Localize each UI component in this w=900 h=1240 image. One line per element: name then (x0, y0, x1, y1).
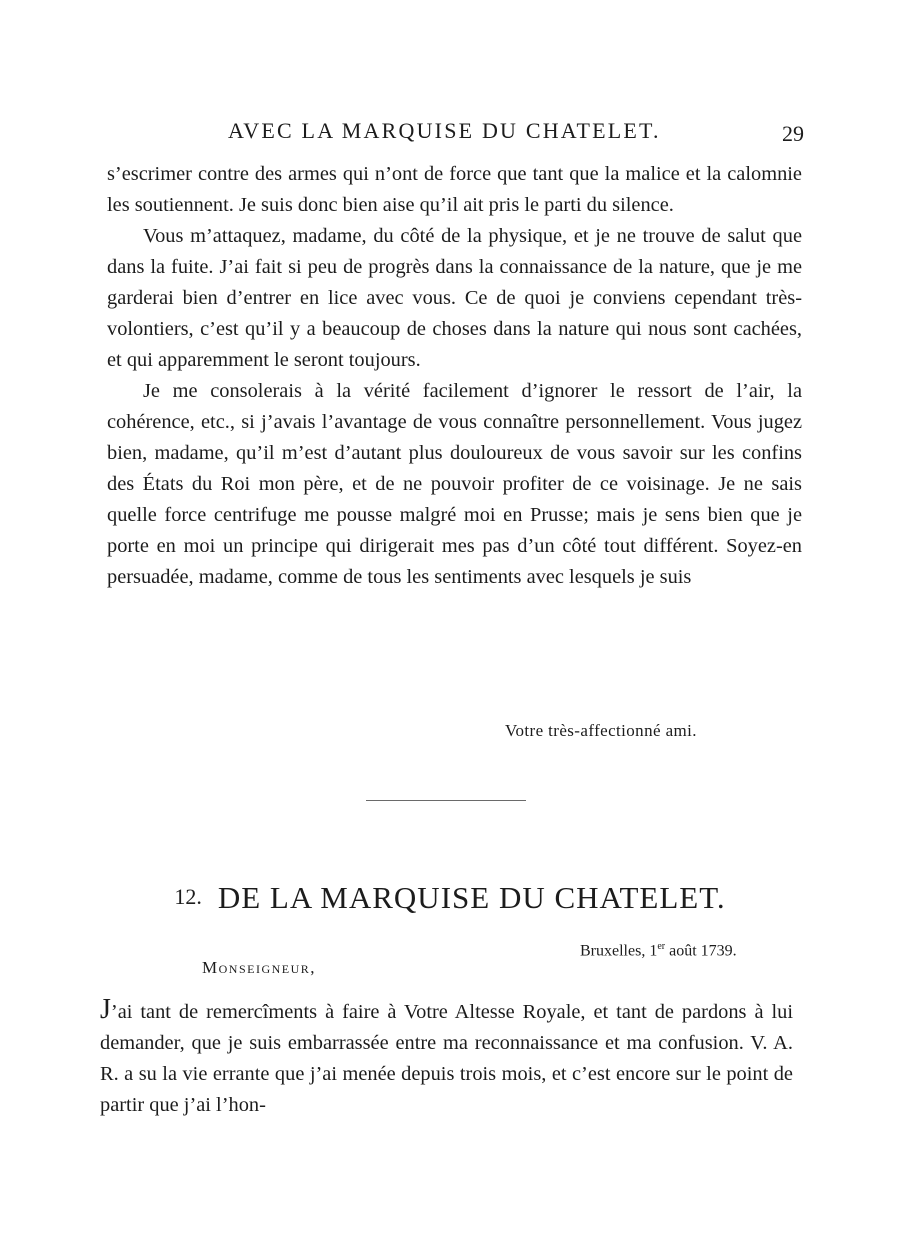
paragraph: s’escrimer contre des armes qui n’ont de force que tant que la malice et la calomnie les soutiennent. Je suis donc bien aise qu’il ait pris le parti du silence. (107, 163, 802, 216)
opening-paragraph (100, 994, 793, 1121)
signature-line: Votre très-affectionné ami. (505, 721, 697, 740)
page-number: 29 (782, 121, 804, 146)
dateline-month-year: août 1739. (669, 942, 737, 960)
dateline-day: 1 (649, 942, 658, 960)
letter-number: 12. (174, 884, 202, 909)
letter-title: DE LA MARQUISE DU CHATELET. (217, 880, 726, 915)
dateline-day-suffix: er (657, 941, 666, 952)
running-head (0, 118, 900, 148)
drop-cap: J (100, 994, 111, 1025)
opening-text: ’ai tant de remercîments à faire à Votre Altesse Royale, et tant de pardons à lui demander, que je suis embarrassée entre ma reconnaissance et ma confusion. V. A. R. a su la vie errante que j’ai menée depuis trois mois, et c’est encore sur le point de partir que j’ai l’hon- (100, 1001, 793, 1116)
dateline (580, 941, 737, 960)
section-divider (366, 800, 526, 801)
running-title: AVEC LA MARQUISE DU CHATELET. (228, 118, 661, 143)
letter-body-next (100, 994, 793, 1121)
letter-heading (0, 880, 900, 916)
letter-body-previous (107, 159, 802, 593)
salutation: Monseigneur, (202, 958, 317, 977)
dateline-place: Bruxelles, (580, 942, 646, 960)
paragraph: Vous m’attaquez, madame, du côté de la physique, et je ne trouve de salut que dans la fuite. J’ai fait si peu de progrès dans la connaissance de la nature, que je me garderai bien d’entrer en lice avec vous. Ce de quoi je conviens cependant très-volontiers, c’est qu’il y a beaucoup de choses dans la nature qui nous sont cachées, et qui apparemment le seront toujours. (107, 225, 802, 371)
paragraph: Je me consolerais à la vérité facilement d’ignorer le ressort de l’air, la cohérence, etc., si j’avais l’avantage de vous connaître personnellement. Vous jugez bien, madame, qu’il m’est d’autant plus douloureux de vous savoir sur les confins des États du Roi mon père, et de ne pouvoir profiter de ce voisinage. Je ne sais quelle force centrifuge me pousse malgré moi en Prusse; mais je sens bien que je porte en moi un principe qui dirigerait mes pas d’un côté tout différent. Soyez-en persuadée, madame, comme de tous les sentiments avec lesquels je suis (107, 380, 802, 588)
